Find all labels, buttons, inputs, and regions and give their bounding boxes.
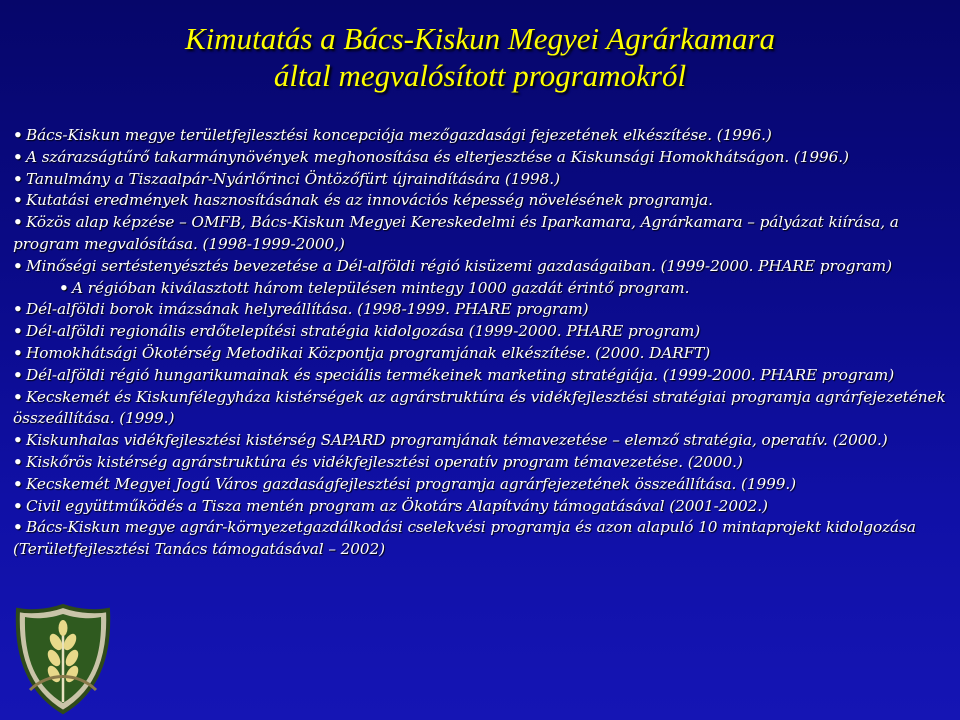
list-item-text: Minőségi sertéstenyésztés bevezetése a Dél-alföldi régió kisüzemi gazdaságaiban. (1999-2000. PHARE program): [26, 256, 892, 275]
list-item-text: Kecskemét Megyei Jogú Város gazdaságfejlesztési programja agrárfejezetének összeállítása. (1999.): [26, 474, 797, 493]
list-item: [13, 496, 953, 518]
list-item: [13, 387, 953, 431]
bullet: •: [13, 322, 23, 341]
bullet: •: [13, 343, 23, 362]
bullet: •: [13, 126, 23, 144]
list-item: [13, 212, 953, 256]
list-item: [13, 169, 953, 191]
list-item: [13, 430, 953, 452]
list-item: [13, 321, 953, 343]
list-item-text: Civil együttműködés a Tisza mentén program az Ökotárs Alapítvány támogatásával (2001-2002.): [26, 496, 768, 515]
list-item: [13, 343, 953, 365]
bullet: •: [13, 387, 23, 406]
bullet: •: [13, 452, 23, 471]
list-item-text: Kutatási eredmények hasznosításának és az innovációs képesség növelésének programja.: [26, 191, 713, 210]
list-item: [13, 474, 953, 496]
list-item-text: Bács-Kiskun megye agrár-környezetgazdálkodási cselekvési programja és azon alapuló 10 mintaprojekt kidolgozása (Területfejlesztési Tanács támogatásával – 2002): [13, 518, 916, 559]
list-item: [13, 190, 953, 212]
bullet: •: [13, 431, 23, 450]
list-item-text: Tanulmány a Tiszaalpár-Nyárlőrinci Öntözőfürt újraindítására (1998.): [26, 169, 560, 188]
list-item-text: Kecskemét és Kiskunfélegyháza kistérségek az agrárstruktúra és vidékfejlesztési stratégiai programja agrárfejezetének összeállítása. (1999.): [13, 387, 946, 428]
list-item: [13, 517, 953, 561]
chamber-shield-wheat-icon: [8, 602, 118, 717]
list-item: [13, 299, 953, 321]
bullet: •: [13, 169, 23, 188]
bullet: •: [13, 518, 23, 537]
bullet: •: [13, 213, 23, 232]
list-item: [13, 365, 953, 387]
bullet: •: [59, 278, 69, 297]
list-item: [13, 452, 953, 474]
list-item-text: Dél-alföldi regionális erdőtelepítési stratégia kidolgozása (1999-2000. PHARE program): [26, 322, 701, 341]
bullet: •: [13, 147, 23, 166]
title-line-2: által megvalósított programokról: [273, 58, 687, 93]
bullet: •: [13, 496, 23, 515]
slide-title: [0, 20, 960, 94]
bullet: •: [13, 474, 23, 493]
list-item: [13, 125, 953, 147]
list-item-text: Homokhátsági Ökotérség Metodikai Központja programjának elkészítése. (2000. DARFT): [26, 343, 711, 362]
bullet: •: [13, 365, 23, 384]
list-item-text: Dél-alföldi régió hungarikumainak és speciális termékeinek marketing stratégiája. (1999-2000. PHARE program): [26, 365, 895, 384]
list-item-text: Dél-alföldi borok imázsának helyreállítása. (1998-1999. PHARE program): [26, 300, 589, 319]
list-item-text: Kiskőrös kistérség agrárstruktúra és vidékfejlesztési operatív program témavezetése. (2000.): [26, 452, 743, 471]
list-item-text: A szárazságtűrő takarmánynövények meghonosítása és elterjesztése a Kiskunsági Homokhátságon. (1996.): [26, 147, 849, 166]
list-item-text: Kiskunhalas vidékfejlesztési kistérség SAPARD programjának témavezetése – elemző stratégia, operatív. (2000.): [26, 431, 888, 450]
list-item-text: Bács-Kiskun megye területfejlesztési koncepciója mezőgazdasági fejezetének elkészítése. (1996.): [26, 126, 772, 144]
bullet: •: [13, 300, 23, 319]
list-item: [13, 147, 953, 169]
bullet: •: [13, 256, 23, 275]
bullet: •: [13, 191, 23, 210]
list-item-text: A régióban kiválasztott három településen mintegy 1000 gazdát érintő program.: [72, 278, 690, 297]
list-subitem: [13, 278, 953, 300]
list-item: [13, 256, 953, 278]
title-line-1: Kimutatás a Bács-Kiskun Megyei Agrárkamara: [184, 21, 776, 56]
program-list: [13, 125, 953, 561]
list-item-text: Közös alap képzése – OMFB, Bács-Kiskun Megyei Kereskedelmi és Iparkamara, Agrárkamara – pályázat kiírása, a program megvalósítása. (1998-1999-2000,): [13, 213, 899, 253]
